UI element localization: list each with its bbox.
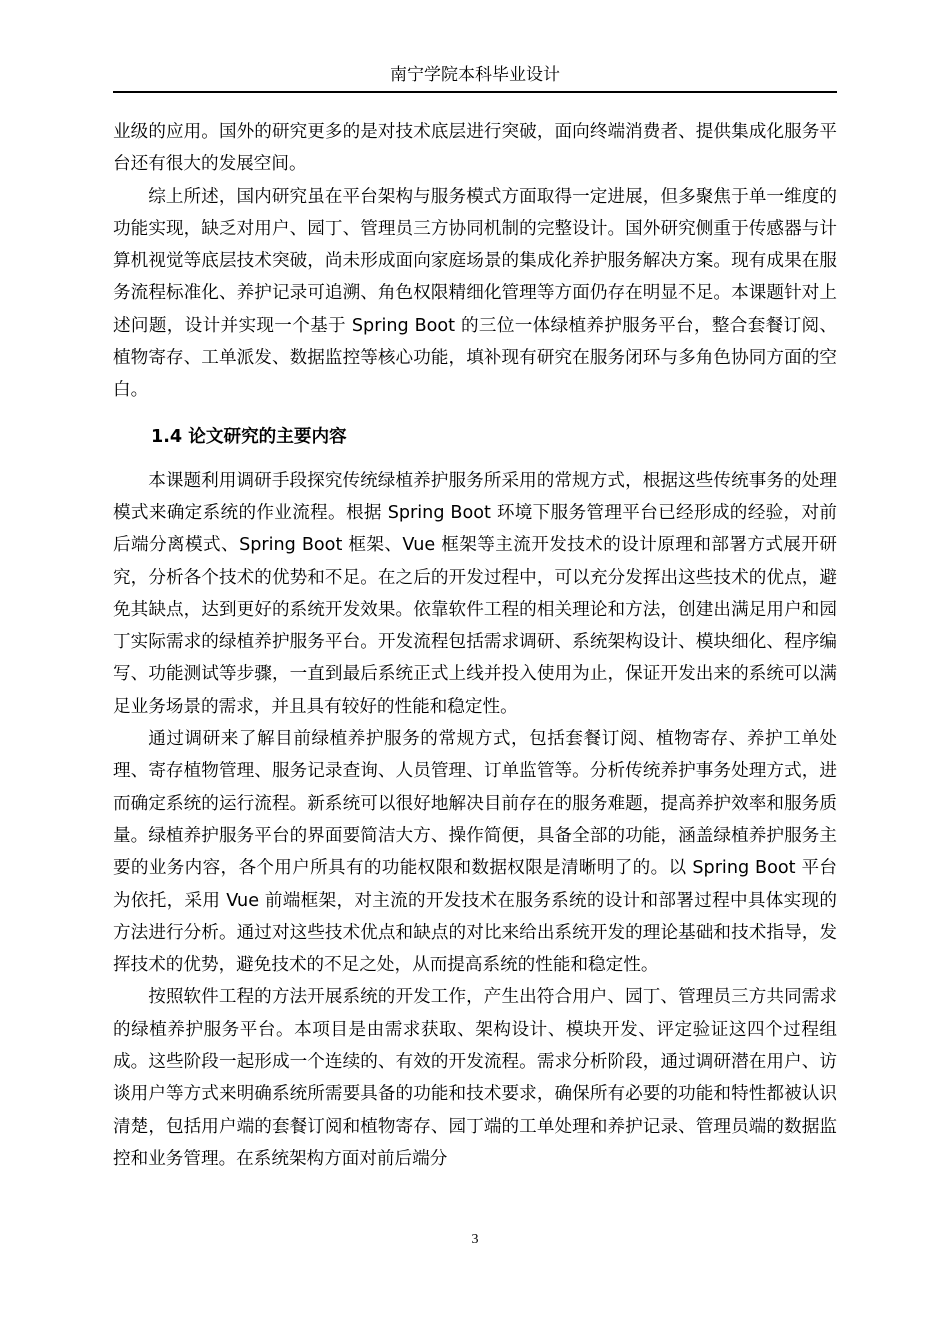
paragraph-continued: 业级的应用。国外的研究更多的是对技术底层进行突破，面向终端消费者、提供集成化服务平台还有很大的发展空间。 [113,122,837,175]
header-divider [113,91,837,93]
page-header-title: 南宁学院本科毕业设计 [390,65,560,85]
document-body [113,116,837,1175]
paragraph-summary: 综上所述，国内研究虽在平台架构与服务模式方面取得一定进展，但多聚焦于单一维度的功能实现，缺乏对用户、园丁、管理员三方协同机制的完整设计。国外研究侧重于传感器与计算机视觉等底层技术突破，尚未形成面向家庭场景的集成化养护服务解决方案。现有成果在服务流程标准化、养护记录可追溯、角色权限精细化管理等方面仍存在明显不足。本课题针对上述问题，设计并实现一个基于 Spring Boot 的三位一体绿植养护服务平台，整合套餐订阅、植物寄存、工单派发、数据监控等核心功能，填补现有研究在服务闭环与多角色协同方面的空白。 [113,186,837,401]
section-heading: 1.4 论文研究的主要内容 [151,426,347,447]
paragraph-research-survey: 通过调研来了解目前绿植养护服务的常规方式，包括套餐订阅、植物寄存、养护工单处理、寄存植物管理、服务记录查询、人员管理、订单监管等。分析传统养护事务处理方式，进而确定系统的运行流程。新系统可以很好地解决目前存在的服务难题，提高养护效率和服务质量。绿植养护服务平台的界面要简洁大方、操作简便，具备全部的功能，涵盖绿植养护服务主要的业务内容，各个用户所具有的功能权限和数据权限是清晰明了的。以 Spring Boot 平台为依托，采用 Vue 前端框架，对主流的开发技术在服务系统的设计和部署过程中具体实现的方法进行分析。通过对这些技术优点和缺点的对比来给出系统开发的理论基础和技术指导，发挥技术的优势，避免技术的不足之处，从而提高系统的性能和稳定性。 [113,729,837,976]
paragraph-research-method: 本课题利用调研手段探究传统绿植养护服务所采用的常规方式，根据这些传统事务的处理模式来确定系统的作业流程。根据 Spring Boot 环境下服务管理平台已经形成的经验，对前后端分离模式、Spring Boot 框架、Vue 框架等主流开发技术的设计原理和部署方式展开研究，分析各个技术的优势和不足。在之后的开发过程中，可以充分发挥出这些技术的优点，避免其缺点，达到更好的系统开发效果。依靠软件工程的相关理论和方法，创建出满足用户和园丁实际需求的绿植养护服务平台。开发流程包括需求调研、系统架构设计、模块细化、程序编写、功能测试等步骤，一直到最后系统正式上线并投入使用为止，保证开发出来的系统可以满足业务场景的需求，并且具有较好的性能和稳定性。 [113,470,837,717]
paragraph-development-process: 按照软件工程的方法开展系统的开发工作，产生出符合用户、园丁、管理员三方共同需求的绿植养护服务平台。本项目是由需求获取、架构设计、模块开发、评定验证这四个过程组成。这些阶段一起形成一个连续的、有效的开发流程。需求分析阶段，通过调研潜在用户、访谈用户等方式来明确系统所需要具备的功能和技术要求，确保所有必要的功能和特性都被认识清楚，包括用户端的套餐订阅和植物寄存、园丁端的工单处理和养护记录、管理员端的数据监控和业务管理。在系统架构方面对前后端分 [113,987,837,1169]
page-number: 3 [471,1232,479,1247]
